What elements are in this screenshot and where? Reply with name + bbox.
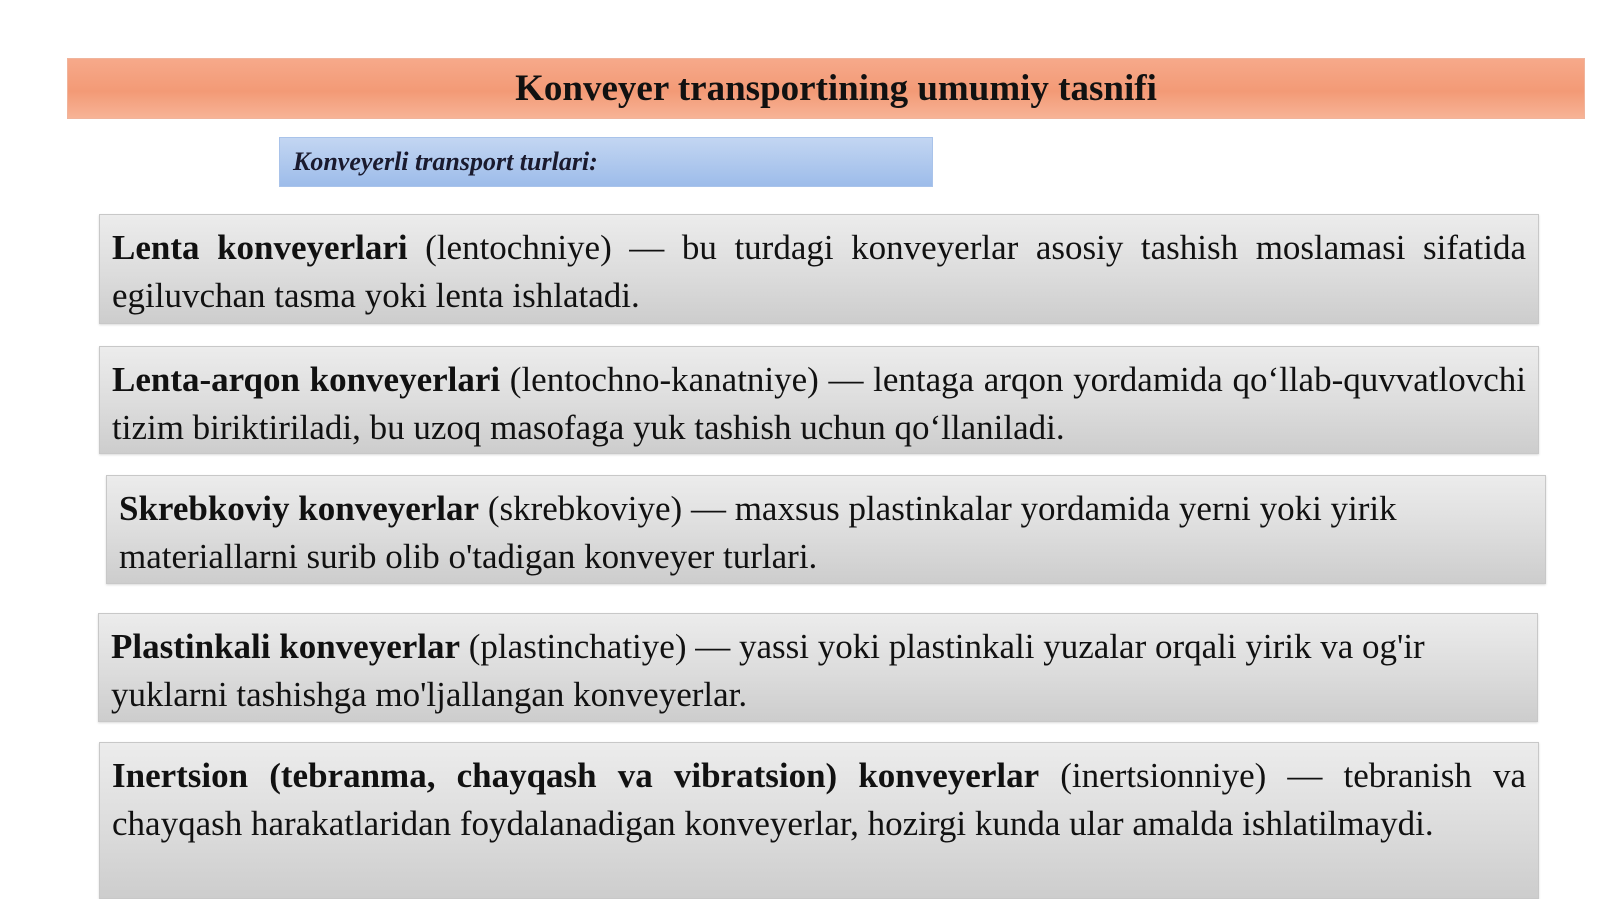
conveyor-type-card-skrebkoviy	[106, 475, 1546, 584]
conveyor-term: Lenta konveyerlari	[112, 228, 408, 267]
conveyor-description: (plastinchatiye) — yassi yoki plastinkali yuzalar orqali yirik va og'ir yuklarni tashishga mo'ljallangan konveyerlar.	[111, 627, 1425, 714]
conveyor-description: (inertsionniye) — tebranish va chayqash harakatlaridan foydalanadigan konveyerlar, hozirgi kunda ular amalda ishlatilmaydi.	[112, 756, 1526, 843]
conveyor-description: (skrebkoviye) — maxsus plastinkalar yordamida yerni yoki yirik materiallarni surib olib o'tadigan konveyer turlari.	[119, 489, 1397, 576]
conveyor-term: Lenta-arqon konveyerlari	[112, 360, 501, 399]
conveyor-description: (lentochno-kanatniye) — lentaga arqon yordamida qo‘llab-quvvatlovchi tizim biriktiriladi, bu uzoq masofaga yuk tashish uchun qo‘llaniladi.	[112, 360, 1526, 447]
conveyor-description: (lentochniye) — bu turdagi konveyerlar asosiy tashish moslamasi sifatida egiluvchan tasma yoki lenta ishlatadi.	[112, 228, 1526, 315]
conveyor-type-card-inertsion	[99, 742, 1539, 899]
conveyor-term: Inertsion (tebranma, chayqash va vibratsion) konveyerlar	[112, 756, 1040, 795]
conveyor-type-card-plastinkali	[98, 613, 1538, 722]
conveyor-term: Skrebkoviy konveyerlar	[119, 489, 480, 528]
subtitle-box	[279, 137, 933, 187]
conveyor-type-card-lenta-arqon	[99, 346, 1539, 454]
conveyor-type-card-lenta	[99, 214, 1539, 324]
subtitle-text: Konveyerli transport turlari:	[293, 147, 598, 176]
slide-title: Konveyer transportining umumiy tasnifi	[515, 68, 1157, 109]
title-bar	[67, 58, 1585, 119]
conveyor-term: Plastinkali konveyerlar	[111, 627, 461, 666]
